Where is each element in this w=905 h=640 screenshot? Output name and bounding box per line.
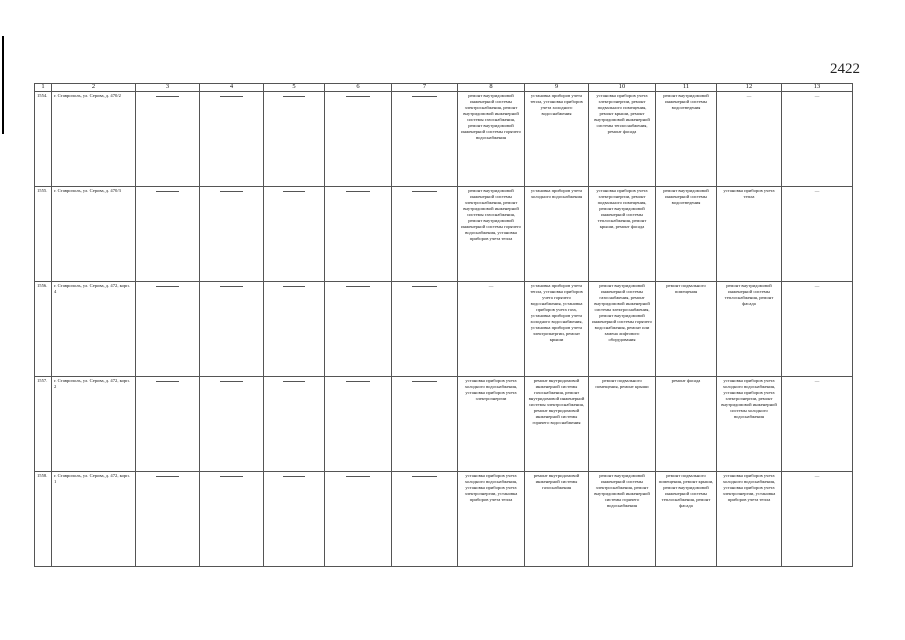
dash-mark: [156, 191, 180, 192]
dash-mark: [220, 96, 244, 97]
empty-cell: [325, 186, 392, 281]
dash-mark: [220, 191, 244, 192]
dash-mark: [283, 476, 305, 477]
address-cell: г. Ставрополь, ул. Серова, д. 472, корп. 1: [52, 471, 136, 566]
program-table: [34, 83, 853, 567]
dash-mark: [346, 191, 371, 192]
work-cell: —: [782, 91, 853, 186]
empty-cell: [325, 471, 392, 566]
col-header: 3: [136, 84, 200, 92]
empty-cell: [136, 91, 200, 186]
empty-cell: [264, 186, 325, 281]
work-cell: ремонт внутридомовой инженерной системы газоснабжения: [525, 471, 589, 566]
work-cell: —: [458, 281, 525, 376]
address-cell: г. Ставрополь, ул. Серова, д. 470/2: [52, 91, 136, 186]
table-row: [35, 376, 853, 471]
work-cell: установка приборов учета тепла, установка приборов учета холодного водоснабжения: [525, 91, 589, 186]
dash-mark: [346, 286, 371, 287]
dash-mark: [156, 381, 180, 382]
work-cell: установка приборов учета тепла, установка приборов учета горячего водоснабжения, установка приборов учета газа, установка приборов учета холодного водоснабжения, установка приборов учета электроэнергии, ремонт крыши: [525, 281, 589, 376]
empty-cell: [392, 471, 458, 566]
empty-cell: [264, 471, 325, 566]
col-header: 6: [325, 84, 392, 92]
work-cell: —: [782, 281, 853, 376]
dash-mark: [346, 476, 371, 477]
dash-mark: [283, 191, 305, 192]
empty-cell: [325, 281, 392, 376]
empty-cell: [325, 376, 392, 471]
work-cell: ремонт внутридомовой инженерной системы водоотведения: [656, 91, 717, 186]
work-cell: установка приборов учета тепла: [717, 186, 782, 281]
table-row: [35, 91, 853, 186]
dash-mark: [156, 96, 180, 97]
col-header: 5: [264, 84, 325, 92]
work-cell: ремонт подвального помещения, ремонт крыши, ремонт внутридомовой инженерной системы теплоснабжения, ремонт фасада: [656, 471, 717, 566]
work-cell: —: [717, 91, 782, 186]
dash-mark: [412, 476, 436, 477]
empty-cell: [136, 471, 200, 566]
empty-cell: [392, 281, 458, 376]
work-cell: установка приборов учета электроэнергии, ремонт подвального помещения, ремонт крыши, ремонт внутридомовой инженерной системы теплоснабжения, ремонт фасада: [589, 91, 656, 186]
empty-cell: [136, 186, 200, 281]
work-cell: установка приборов учета холодного водоснабжения, установка приборов учета электроэнергии: [458, 376, 525, 471]
dash-mark: [412, 96, 436, 97]
dash-mark: [156, 286, 180, 287]
empty-cell: [264, 281, 325, 376]
empty-cell: [136, 281, 200, 376]
empty-cell: [200, 91, 264, 186]
col-header: 13: [782, 84, 853, 92]
row-number: 1555.: [35, 186, 52, 281]
empty-cell: [325, 91, 392, 186]
work-cell: —: [782, 186, 853, 281]
address-cell: г. Ставрополь, ул. Серова, д. 472, корп. 2: [52, 376, 136, 471]
work-cell: ремонт внутридомовой инженерной системы электроснабжения, ремонт внутридомовой инженерной системы горячего водоснабжения: [589, 471, 656, 566]
empty-cell: [392, 91, 458, 186]
work-cell: установка приборов учета электроэнергии, ремонт подвального помещения, ремонт внутридомовой инженерной системы теплоснабжения, ремонт крыши, ремонт фасада: [589, 186, 656, 281]
dash-mark: [283, 286, 305, 287]
dash-mark: [346, 381, 371, 382]
dash-mark: [220, 381, 244, 382]
empty-cell: [392, 186, 458, 281]
col-header: 8: [458, 84, 525, 92]
empty-cell: [264, 91, 325, 186]
empty-cell: [264, 376, 325, 471]
work-cell: ремонт внутридомовой инженерной системы теплоснабжения, ремонт фасада: [717, 281, 782, 376]
col-header: 12: [717, 84, 782, 92]
empty-cell: [200, 186, 264, 281]
work-cell: ремонт внутридомовой инженерной системы электроснабжения, ремонт внутридомовой инженерной системы газоснабжения, ремонт внутридомовой инженерной системы горячего водоснабжения, установка приборов учета тепла: [458, 186, 525, 281]
empty-cell: [200, 376, 264, 471]
empty-cell: [392, 376, 458, 471]
col-header: 11: [656, 84, 717, 92]
dash-mark: [346, 96, 371, 97]
dash-mark: [220, 286, 244, 287]
dash-mark: [412, 286, 436, 287]
table-row: [35, 281, 853, 376]
work-cell: ремонт подвального помещения: [656, 281, 717, 376]
binding-margin-mark: [2, 36, 4, 134]
row-number: 1557.: [35, 376, 52, 471]
work-cell: ремонт внутридомовой инженерной системы газоснабжения, ремонт внутридомовой инженерной системы электроснабжения, ремонт внутридомовой инженерной системы горячего водоснабжения: [525, 376, 589, 471]
dash-mark: [412, 381, 436, 382]
work-cell: ремонт внутридомовой инженерной системы газоснабжения, ремонт внутридомовой инженерной системы электроснабжения, ремонт внутридомовой инженерной системы горячего водоснабжения, ремонт или замена лифтового оборудования: [589, 281, 656, 376]
work-cell: —: [782, 376, 853, 471]
work-cell: —: [782, 471, 853, 566]
table-row: [35, 471, 853, 566]
empty-cell: [136, 376, 200, 471]
work-cell: установка приборов учета холодного водоснабжения, установка приборов учета электроэнергии, установка приборов учета тепла: [717, 471, 782, 566]
row-number: 1558.: [35, 471, 52, 566]
address-cell: г. Ставрополь, ул. Серова, д. 472, корп. 4: [52, 281, 136, 376]
col-header: 4: [200, 84, 264, 92]
work-cell: установка приборов учета холодного водоснабжения, установка приборов учета электроэнергии, установка приборов учета тепла: [458, 471, 525, 566]
table-row: [35, 186, 853, 281]
work-cell: ремонт подвального помещения, ремонт крыши: [589, 376, 656, 471]
page-number: 2422: [830, 61, 860, 77]
work-cell: установка приборов учета холодного водоснабжения: [525, 186, 589, 281]
dash-mark: [283, 96, 305, 97]
address-cell: г. Ставрополь, ул. Серова, д. 470/3: [52, 186, 136, 281]
work-cell: ремонт внутридомовой инженерной системы электроснабжения, ремонт внутридомовой инженерной системы газоснабжения, ремонт внутридомовой инженерной системы горячего водоснабжения: [458, 91, 525, 186]
row-number: 1556.: [35, 281, 52, 376]
dash-mark: [156, 476, 180, 477]
column-number-row: [35, 84, 853, 92]
col-header: 1: [35, 84, 52, 92]
dash-mark: [220, 476, 244, 477]
col-header: 9: [525, 84, 589, 92]
empty-cell: [200, 281, 264, 376]
col-header: 7: [392, 84, 458, 92]
work-cell: ремонт внутридомовой инженерной системы водоотведения: [656, 186, 717, 281]
dash-mark: [412, 191, 436, 192]
col-header: 10: [589, 84, 656, 92]
dash-mark: [283, 381, 305, 382]
work-cell: установка приборов учета холодного водоснабжения, установка приборов учета электроэнергии, ремонт внутридомовой инженерной системы холодного водоснабжения: [717, 376, 782, 471]
col-header: 2: [52, 84, 136, 92]
work-cell: ремонт фасада: [656, 376, 717, 471]
row-number: 1554.: [35, 91, 52, 186]
empty-cell: [200, 471, 264, 566]
